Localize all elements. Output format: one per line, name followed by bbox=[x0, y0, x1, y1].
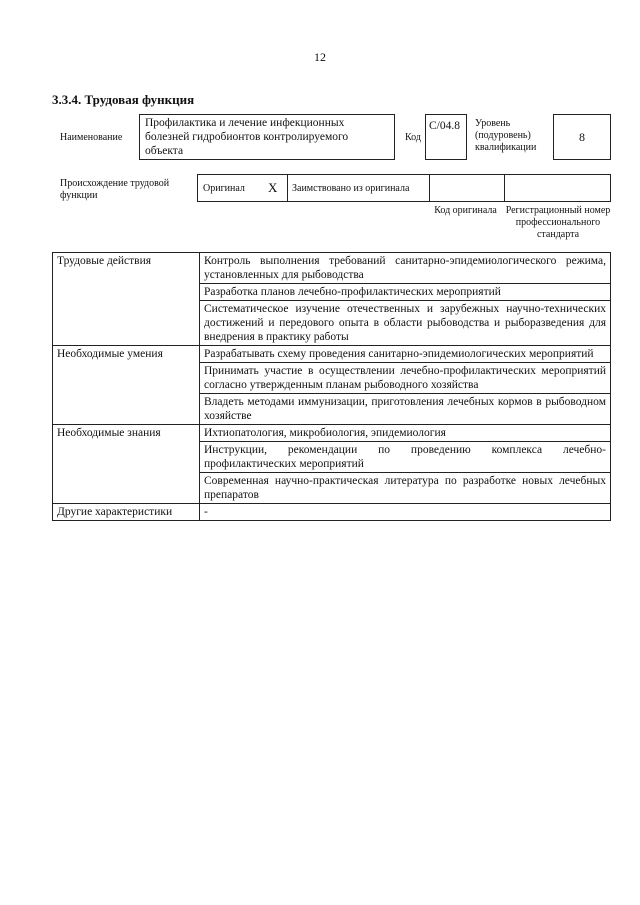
table-row bbox=[53, 346, 611, 363]
row-item: Разработка планов лечебно-профилактических мероприятий bbox=[200, 284, 611, 301]
original-cell bbox=[198, 175, 288, 201]
row-category: Необходимые знания bbox=[53, 425, 200, 504]
original-label: Оригинал bbox=[203, 183, 245, 194]
code-label: Код bbox=[405, 132, 421, 143]
row-item: Современная научно-практическая литература по разработке новых лечебных препаратов bbox=[200, 473, 611, 504]
origin-table bbox=[197, 174, 611, 202]
code-original-caption: Код оригинала bbox=[434, 205, 497, 216]
row-category: Необходимые умения bbox=[53, 346, 200, 425]
row-category: Трудовые действия bbox=[53, 253, 200, 346]
code-value: С/04.8 bbox=[425, 114, 467, 160]
origin-label: Происхождение трудовой функции bbox=[60, 178, 170, 201]
code-original-cell bbox=[429, 175, 505, 201]
row-category: Другие характеристики bbox=[53, 504, 200, 521]
borrowed-cell bbox=[287, 175, 430, 201]
reg-number-caption: Регистрационный номер профессионального стандарта bbox=[505, 205, 611, 240]
level-value: 8 bbox=[553, 114, 611, 160]
row-item: Ихтиопатология, микробиология, эпидемиология bbox=[200, 425, 611, 442]
row-item: Владеть методами иммунизации, приготовления лечебных кормов в рыбоводном хозяйстве bbox=[200, 394, 611, 425]
table-row bbox=[53, 504, 611, 521]
level-label: Уровень (подуровень) квалификации bbox=[475, 118, 537, 153]
row-item: Разрабатывать схему проведения санитарно-эпидемиологических мероприятий bbox=[200, 346, 611, 363]
page-number: 12 bbox=[314, 50, 326, 64]
row-item: Контроль выполнения требований санитарно-эпидемиологического режима, установленных для рыбоводства bbox=[200, 253, 611, 284]
name-label: Наименование bbox=[60, 132, 123, 143]
table-row bbox=[53, 253, 611, 284]
table-row bbox=[53, 425, 611, 442]
borrowed-label: Заимствовано из оригинала bbox=[292, 183, 410, 194]
row-item: - bbox=[200, 504, 611, 521]
row-item: Принимать участие в осуществлении лечебно-профилактических мероприятий согласно утвержденным планам рыбоводного хозяйства bbox=[200, 363, 611, 394]
reg-number-cell bbox=[504, 175, 610, 201]
name-value: Профилактика и лечение инфекционных болезней гидробионтов контролируемого объекта bbox=[139, 114, 395, 160]
original-mark: X bbox=[268, 180, 278, 195]
section-title: 3.3.4. Трудовая функция bbox=[52, 92, 195, 107]
function-table bbox=[52, 252, 611, 521]
row-item: Систематическое изучение отечественных и зарубежных научно-технических достижений и передового опыта в области рыбоводства и рыборазведения для внедрения в практику работы bbox=[200, 301, 611, 346]
row-item: Инструкции, рекомендации по проведению комплекса лечебно-профилактических мероприятий bbox=[200, 442, 611, 473]
